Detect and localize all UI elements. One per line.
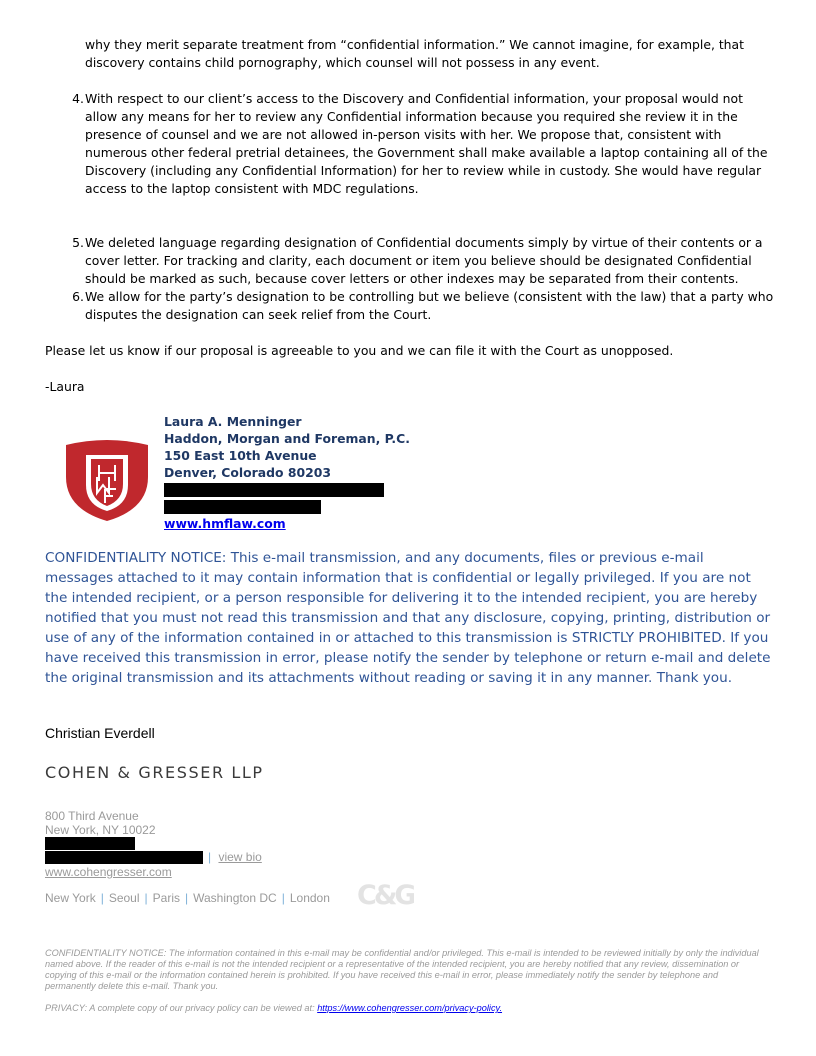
hmf-logo [62, 437, 152, 523]
hmflaw-website-link[interactable]: www.hmflaw.com [164, 516, 286, 531]
offices-list [45, 891, 330, 905]
privacy-policy-link[interactable]: https://www.cohengresser.com/privacy-policy. [317, 1003, 503, 1013]
cohengresser-website-link[interactable]: www.cohengresser.com [45, 865, 172, 879]
sig-street: 150 East 10th Avenue [164, 448, 317, 463]
separator: | [208, 850, 212, 864]
intro-text: why they merit separate treatment from “confidential information.” We cannot imagine, for example, that discovery contains child pornography, which counsel will not possess in any event. [85, 37, 744, 70]
office-item: Paris [152, 891, 180, 905]
office-item: Seoul [108, 891, 140, 905]
sender-name: Christian Everdell [45, 725, 155, 741]
redaction-bar [45, 837, 135, 850]
view-bio-link[interactable]: view bio [218, 850, 262, 864]
signoff: -Laura [45, 379, 85, 394]
cg-address-line-1: 800 Third Avenue [45, 809, 139, 823]
list-number: 4. [72, 91, 84, 106]
redaction-bar [45, 851, 203, 864]
cg-website-row [45, 865, 172, 879]
confidentiality-notice-hmf: CONFIDENTIALITY NOTICE: This e-mail transmission, and any documents, files or previous e-mail messages attached to it may contain information that is confidential or legally privileged. If you are not the intended recipient, or a person responsible for delivering it to the intended recipient, you are hereby notified that you must not read this transmission and that any disclosure, copying, printing, distribution or use of any of the information contained in or attached to this transmission is STRICTLY PROHIBITED. If you have received this transmission in error, please notify the sender by telephone or return e-mail and delete the original transmission and its attachments without reading or saving it in any manner. Thank you. [45, 550, 771, 686]
separator: | [281, 891, 285, 905]
privacy-line [45, 1003, 502, 1014]
cohen-gresser-logo: COHEN & GRESSER LLP [45, 763, 264, 782]
separator: | [144, 891, 148, 905]
office-item: London [289, 891, 330, 905]
view-bio-row [208, 850, 262, 864]
hmf-shield-icon [62, 437, 152, 523]
list-item-text: We deleted language regarding designation of Confidential documents simply by virtue of their contents or a cover letter. For tracking and clarity, each document or item you believe should be designated Confidential should be marked as such, because cover letters or other indexes may be separated from their contents. [85, 235, 763, 286]
sig-name: Laura A. Menninger [164, 414, 302, 429]
list-number: 6. [72, 289, 84, 304]
sig-city: Denver, Colorado 80203 [164, 465, 331, 480]
privacy-prefix: PRIVACY: A complete copy of our privacy policy can be viewed at: [45, 1003, 318, 1013]
sig-firm: Haddon, Morgan and Foreman, P.C. [164, 431, 410, 446]
redaction-bar [164, 483, 384, 497]
list-item-text: With respect to our client’s access to the Discovery and Confidential information, your proposal would not allow any means for her to review any Confidential information because you required she review it in the presence of counsel and we are not allowed in-person visits with her. We propose that, consistent with numerous other federal pretrial detainees, the Government shall make available a laptop containing all of the Discovery (including any Confidential Information) for her to review while in custody. She would have regular access to the laptop consistent with MDC regulations. [85, 91, 768, 196]
cg-mark-icon [356, 877, 414, 909]
cg-address-line-2: New York, NY 10022 [45, 823, 156, 837]
list-item-text: We allow for the party’s designation to be controlling but we believe (consistent with the law) that a party who disputes the designation can seek relief from the Court. [85, 289, 774, 322]
separator: | [185, 891, 189, 905]
separator: | [100, 891, 104, 905]
redaction-bar [164, 500, 321, 514]
office-item: Washington DC [193, 891, 277, 905]
list-number: 5. [72, 235, 84, 250]
signature-block [164, 413, 410, 532]
confidentiality-notice-cg: CONFIDENTIALITY NOTICE: The information contained in this e-mail may be confidential and/or privileged. This e-mail is intended to be reviewed initially by only the individual named above. If the reader of this e-mail is not the intended recipient or a representative of the intended recipient, you are hereby notified that any review, dissemination or copying of this e-mail or the information contained herein is prohibited. If you have received this e-mail in error, please immediately notify the sender by telephone and permanently delete this e-mail. Thank you. [45, 948, 759, 991]
cg-mark-logo [356, 877, 414, 909]
office-item: New York [45, 891, 96, 905]
cg-mark-text: C&G [357, 880, 414, 909]
closing-paragraph: Please let us know if our proposal is agreeable to you and we can file it with the Court as unopposed. [45, 343, 674, 358]
